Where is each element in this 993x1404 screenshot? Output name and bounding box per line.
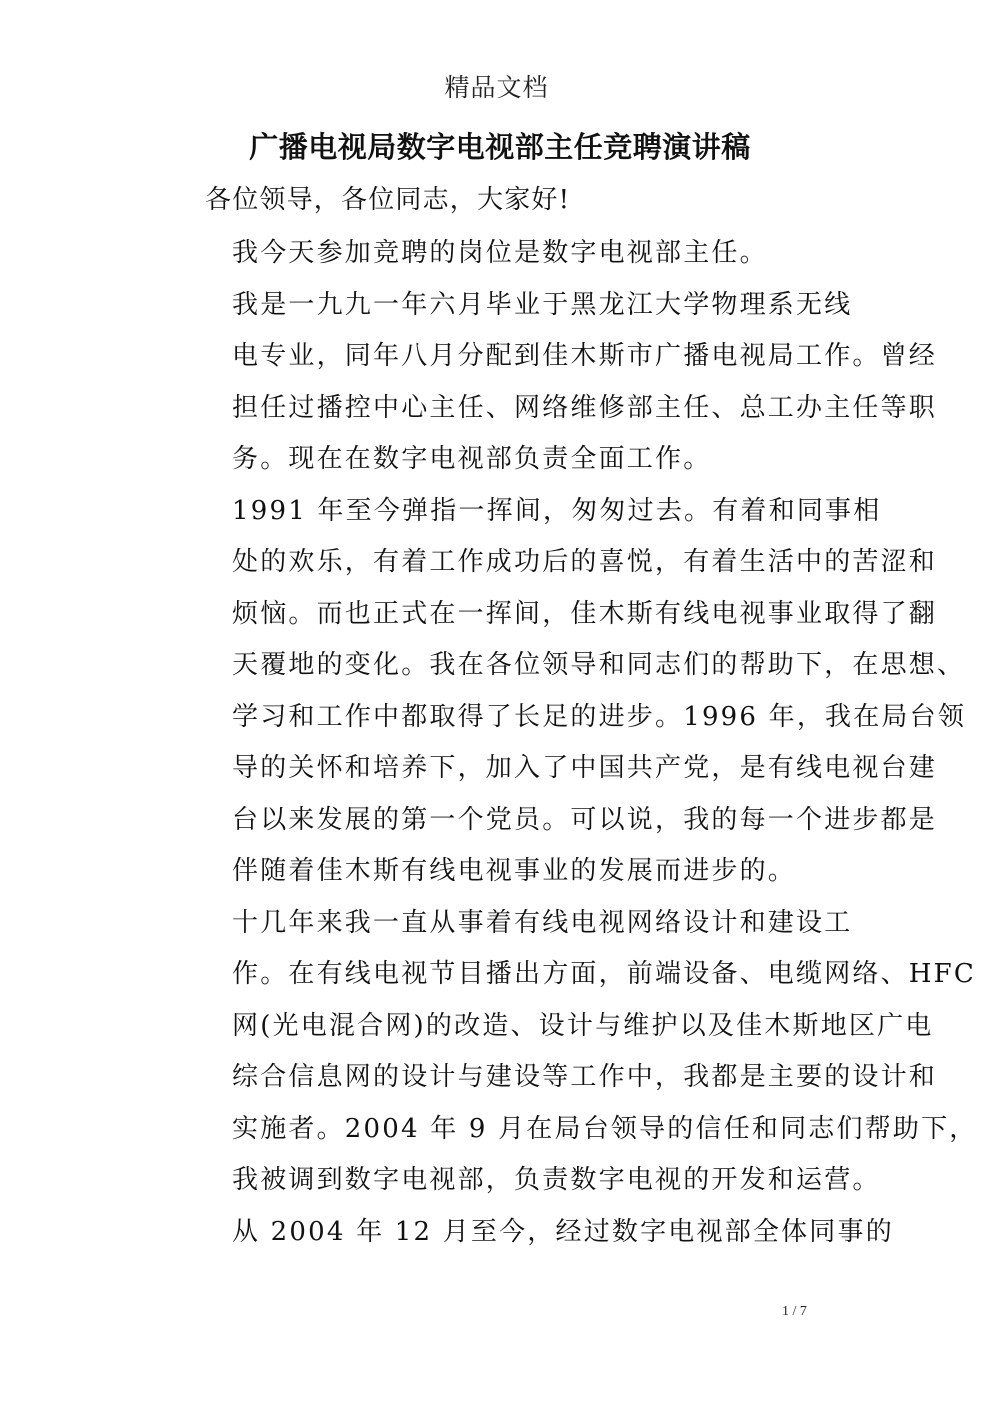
text-line: 我今天参加竞聘的岗位是数字电视部主任。 — [232, 238, 768, 268]
text-line: 我是一九九一年六月毕业于黑龙江大学物理系无线 — [232, 289, 853, 320]
text-line: 作。在有线电视节目播出方面，前端设备、电缆网络、HFC — [232, 959, 977, 989]
greeting-line: 各位领导，各位同志，大家好! — [205, 185, 571, 215]
text-line: 综合信息网的设计与建设等工作中，我都是主要的设计和 — [232, 1062, 938, 1092]
text-line: 烦恼。而也正式在一挥间，佳木斯有线电视事业取得了翻 — [232, 598, 938, 629]
text-line: 网(光电混合网)的改造、设计与维护以及佳木斯地区广电 — [232, 1010, 934, 1041]
text-line: 伴随着佳木斯有线电视事业的发展而进步的。 — [232, 856, 797, 886]
text-line: 担任过播控中心主任、网络维修部主任、总工办主任等职 — [232, 392, 938, 423]
text-line: 我被调到数字电视部，负责数字电视的开发和运营。 — [232, 1165, 881, 1195]
paragraph-experience — [150, 486, 967, 898]
text-line: 实施者。2004 年 9 月在局台领导的信任和同志们帮助下， — [232, 1113, 978, 1144]
document-title: 广播电视局数字电视部主任竞聘演讲稿 — [249, 130, 751, 164]
document-body — [150, 228, 978, 1258]
text-line: 处的欢乐，有着工作成功后的喜悦，有着生活中的苦涩和 — [232, 547, 938, 577]
paragraph-background — [150, 280, 938, 486]
text-line: 台以来发展的第一个党员。可以说，我的每一个进步都是 — [232, 804, 938, 835]
text-line: 电专业，同年八月分配到佳木斯市广播电视局工作。曾经 — [232, 341, 938, 371]
text-line: 学习和工作中都取得了长足的进步。1996 年，我在局台领 — [232, 701, 967, 732]
document-header: 精品文档 — [444, 73, 549, 102]
text-line: 务。现在在数字电视部负责全面工作。 — [232, 444, 712, 474]
paragraph-position — [150, 228, 840, 280]
text-line: 1991 年至今弹指一挥间，匆匆过去。有着和同事相 — [232, 495, 882, 526]
page-number: 1 / 7 — [782, 1304, 807, 1319]
text-line: 从 2004 年 12 月至今，经过数字电视部全体同事的 — [232, 1216, 894, 1247]
text-line: 导的关怀和培养下，加入了中国共产党，是有线电视台建 — [232, 753, 938, 783]
paragraph-network-work — [150, 898, 978, 1207]
paragraph-since-2004 — [150, 1207, 894, 1259]
text-line: 天覆地的变化。我在各位领导和同志们的帮助下，在思想、 — [232, 650, 966, 680]
text-line: 十几年来我一直从事着有线电视网络设计和建设工 — [232, 907, 853, 938]
